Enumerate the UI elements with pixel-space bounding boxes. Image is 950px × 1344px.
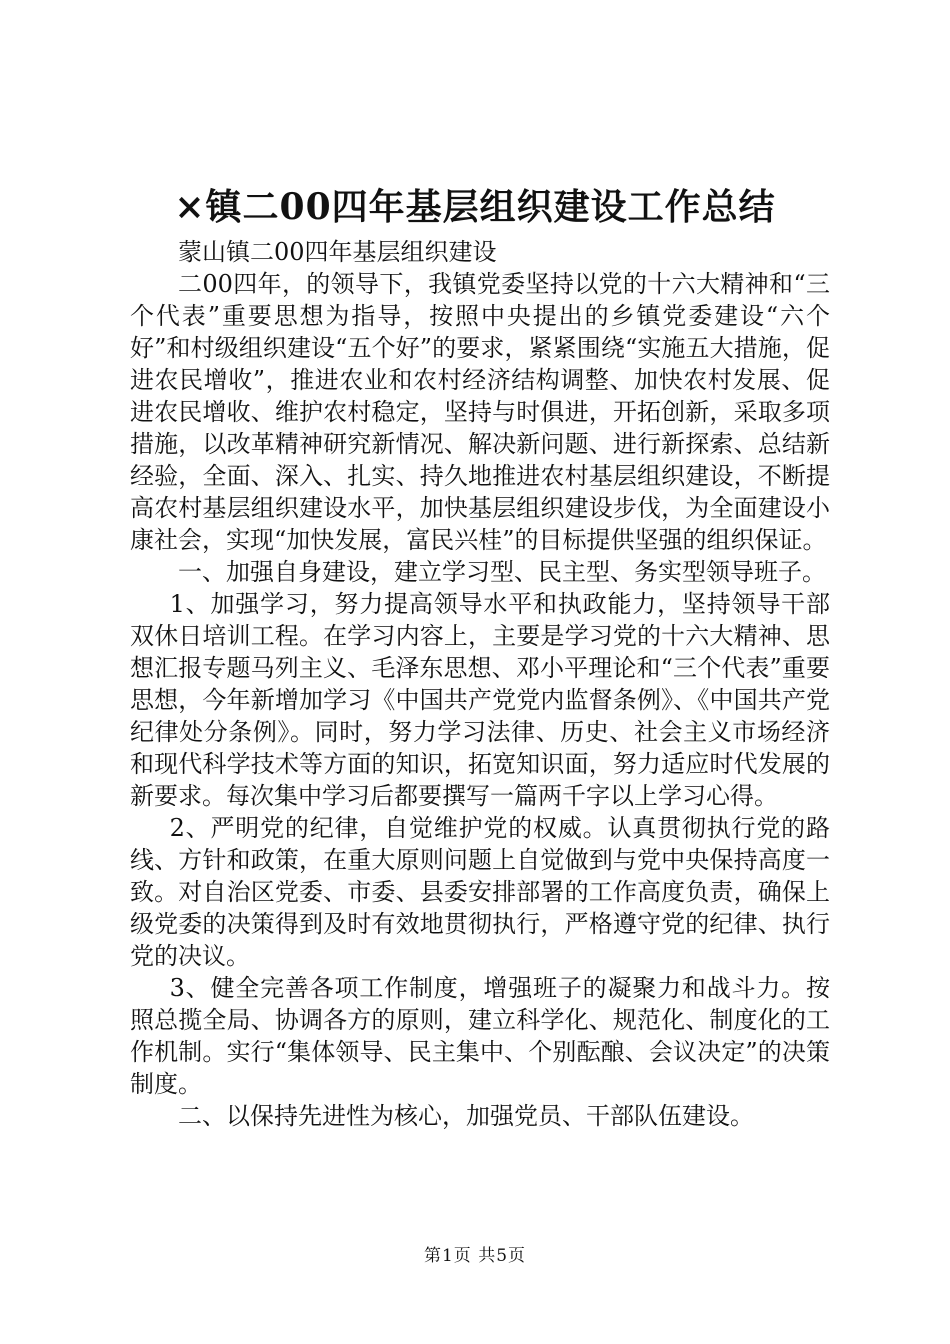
item-paragraph-2: 2、严明党的纪律，自觉维护党的权威。认真贯彻执行党的路线、方针和政策，在重大原则问题上自觉做到与党中央保持高度一致。对自治区党委、市委、县委安排部署的工作高度负责，确保上级党委的决策得到及时有效地贯彻执行，严格遵守党的纪律、执行党的决议。: [130, 814, 830, 970]
section-heading-1: 一、加强自身建设，建立学习型、民主型、务实型领导班子。: [178, 558, 826, 586]
item-paragraph-1: 1、加强学习，努力提高领导水平和执政能力，坚持领导干部双休日培训工程。在学习内容上，主要是学习党的十六大精神、思想汇报专题马列主义、毛泽东思想、邓小平理论和“三个代表”重要思想，今年新增加学习《中国共产党党内监督条例》、《中国共产党纪律处分条例》。同时，努力学习法律、历史、社会主义市场经济和现代科学技术等方面的知识，拓宽知识面，努力适应时代发展的新要求。每次集中学习后都要撰写一篇两千字以上学习心得。: [130, 590, 830, 810]
intro-paragraph: 二00四年，的领导下，我镇党委坚持以党的十六大精神和“三个代表”重要思想为指导，按照中央提出的乡镇党委建设“六个好”和村级组织建设“五个好”的要求，紧紧围绕“实施五大措施，促进农民增收”，推进农业和农村经济结构调整、加快农村发展、促进农民增收、维护农村稳定，坚持与时俱进，开拓创新，采取多项措施，以改革精神研究新情况、解决新问题、进行新探索、总结新经验，全面、深入、扎实、持久地推进农村基层组织建设，不断提高农村基层组织建设水平，加快基层组织建设步伐，为全面建设小康社会，实现“加快发展，富民兴桂”的目标提供坚强的组织保证。: [130, 270, 830, 554]
document-title: ×镇二00四年基层组织建设工作总结: [174, 186, 776, 228]
item-paragraph-3: 3、健全完善各项工作制度，增强班子的凝聚力和战斗力。按照总揽全局、协调各方的原则，建立科学化、规范化、制度化的工作机制。实行“集体领导、民主集中、个别酝酿、会议决定”的决策制度。: [130, 974, 830, 1098]
subtitle-paragraph: 蒙山镇二00四年基层组织建设: [178, 238, 497, 266]
section-heading-2: 二、以保持先进性为核心，加强党员、干部队伍建设。: [178, 1102, 754, 1130]
page-number: 第1页 共5页: [423, 1246, 527, 1266]
document-body: [130, 236, 830, 1132]
